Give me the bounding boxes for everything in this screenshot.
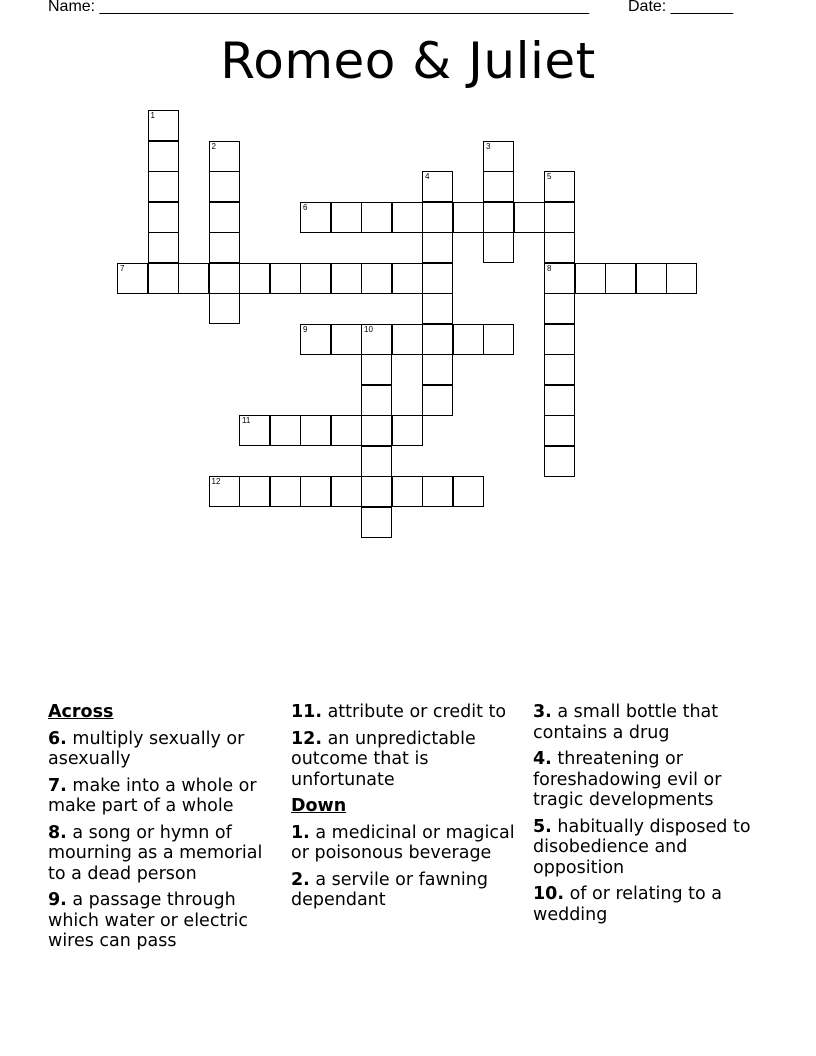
grid-cell[interactable] xyxy=(636,263,667,294)
grid-cell[interactable] xyxy=(483,171,514,202)
grid-cell[interactable] xyxy=(239,263,270,294)
clue-down-3: 3. a small bottle that contains a drug xyxy=(533,702,719,743)
grid-cell[interactable] xyxy=(331,202,362,233)
grid-cell[interactable] xyxy=(453,202,484,233)
grid-cell[interactable] xyxy=(392,263,423,294)
cell-number: 8 xyxy=(547,263,552,273)
grid-cell[interactable] xyxy=(361,354,392,385)
grid-cell[interactable] xyxy=(544,446,575,477)
grid-cell[interactable] xyxy=(209,476,240,507)
grid-cell[interactable] xyxy=(392,324,423,355)
grid-cell[interactable] xyxy=(422,202,453,233)
grid-cell[interactable] xyxy=(148,171,179,202)
across-heading: Across xyxy=(48,702,114,722)
grid-cell[interactable] xyxy=(239,476,270,507)
grid-cell[interactable] xyxy=(575,263,606,294)
grid-cell[interactable] xyxy=(453,476,484,507)
grid-cell[interactable] xyxy=(544,202,575,233)
cell-number: 9 xyxy=(303,324,308,334)
grid-cell[interactable] xyxy=(361,415,392,446)
grid-cell[interactable] xyxy=(483,232,514,263)
grid-cell[interactable] xyxy=(300,263,331,294)
grid-cell[interactable] xyxy=(544,293,575,324)
grid-cell[interactable] xyxy=(331,476,362,507)
name-field-label: Name: _______________________________________________________ xyxy=(48,0,589,15)
grid-cell[interactable] xyxy=(361,385,392,416)
grid-cell[interactable] xyxy=(361,324,392,355)
grid-cell[interactable] xyxy=(544,385,575,416)
cell-number: 4 xyxy=(425,172,430,181)
grid-cell[interactable] xyxy=(209,202,240,233)
grid-cell[interactable] xyxy=(483,202,514,233)
grid-cell[interactable] xyxy=(300,324,331,355)
page-title: Romeo & Juliet xyxy=(220,32,596,90)
date-field-label: Date: _______ xyxy=(628,0,733,15)
grid-cell[interactable] xyxy=(209,232,240,263)
grid-cell[interactable] xyxy=(483,141,514,172)
grid-cell[interactable] xyxy=(422,232,453,263)
clue-down-4: 4. threatening or foreshadowing evil or tragic developments xyxy=(533,749,722,810)
grid-cell[interactable] xyxy=(148,232,179,263)
clue-across-11: 11. attribute or credit to xyxy=(291,702,507,722)
grid-cell[interactable] xyxy=(331,415,362,446)
grid-cell[interactable] xyxy=(544,171,575,202)
clue-down-1: 1. a medicinal or magical or poisonous beverage xyxy=(291,822,515,863)
grid-cell[interactable] xyxy=(483,324,514,355)
cell-number: 2 xyxy=(211,141,216,151)
grid-cell[interactable] xyxy=(331,324,362,355)
clue-down-10: 10. of or relating to a wedding xyxy=(533,884,722,925)
grid-cell[interactable] xyxy=(392,202,423,233)
grid-cell[interactable] xyxy=(178,263,209,294)
cell-number: 12 xyxy=(211,477,221,486)
clue-column-2 xyxy=(291,702,527,917)
grid-cell[interactable] xyxy=(209,141,240,172)
grid-cell[interactable] xyxy=(148,202,179,233)
grid-cell[interactable] xyxy=(300,415,331,446)
grid-cell[interactable] xyxy=(117,263,148,294)
grid-cell[interactable] xyxy=(209,263,240,294)
grid-cell[interactable] xyxy=(392,476,423,507)
clue-across-7: 7. make into a whole or make part of a whole xyxy=(48,775,257,816)
grid-cell[interactable] xyxy=(544,415,575,446)
grid-cell[interactable] xyxy=(270,263,301,294)
cell-number: 6 xyxy=(303,202,308,212)
grid-cell[interactable] xyxy=(392,415,423,446)
grid-cell[interactable] xyxy=(361,476,392,507)
cell-number: 3 xyxy=(486,141,491,151)
grid-cell[interactable] xyxy=(666,263,697,294)
cell-number: 7 xyxy=(120,263,125,273)
grid-cell[interactable] xyxy=(605,263,636,294)
grid-cell[interactable] xyxy=(209,293,240,324)
grid-cell[interactable] xyxy=(453,324,484,355)
clue-across-6: 6. multiply sexually or asexually xyxy=(48,728,245,769)
grid-cell[interactable] xyxy=(239,415,270,446)
grid-cell[interactable] xyxy=(422,385,453,416)
clue-across-9: 9. a passage through which water or electric wires can pass xyxy=(48,890,248,951)
grid-cell[interactable] xyxy=(422,263,453,294)
grid-cell[interactable] xyxy=(361,263,392,294)
grid-cell[interactable] xyxy=(422,324,453,355)
clue-down-2: 2. a servile or fawning dependant xyxy=(291,869,488,910)
grid-cell[interactable] xyxy=(270,476,301,507)
grid-cell[interactable] xyxy=(422,293,453,324)
grid-cell[interactable] xyxy=(300,476,331,507)
cell-number: 10 xyxy=(364,324,373,334)
clue-down-5: 5. habitually disposed to disobedience and opposition xyxy=(533,816,751,878)
grid-cell[interactable] xyxy=(422,171,453,202)
grid-cell[interactable] xyxy=(148,263,179,294)
grid-cell[interactable] xyxy=(544,354,575,385)
grid-cell[interactable] xyxy=(209,171,240,202)
grid-cell[interactable] xyxy=(544,263,575,294)
clue-across-8: 8. a song or hymn of mourning as a memorial to a dead person xyxy=(48,822,263,884)
grid-cell[interactable] xyxy=(361,507,392,538)
cell-number: 11 xyxy=(242,416,251,425)
grid-cell[interactable] xyxy=(361,446,392,477)
grid-cell[interactable] xyxy=(514,202,545,233)
grid-cell[interactable] xyxy=(148,141,179,172)
cell-number: 1 xyxy=(150,111,155,120)
grid-cell[interactable] xyxy=(148,110,179,141)
down-heading: Down xyxy=(291,796,347,816)
grid-cell[interactable] xyxy=(270,415,301,446)
grid-cell[interactable] xyxy=(300,202,331,233)
cell-number: 5 xyxy=(547,172,552,181)
clue-column-3 xyxy=(533,702,763,931)
clue-across-12: 12. an unpredictable outcome that is unfortunate xyxy=(291,728,476,790)
grid-cell[interactable] xyxy=(544,232,575,263)
grid-cell[interactable] xyxy=(331,263,362,294)
clue-column-1 xyxy=(48,702,284,958)
grid-cell[interactable] xyxy=(422,354,453,385)
grid-cell[interactable] xyxy=(544,324,575,355)
grid-cell[interactable] xyxy=(361,202,392,233)
grid-cell[interactable] xyxy=(422,476,453,507)
